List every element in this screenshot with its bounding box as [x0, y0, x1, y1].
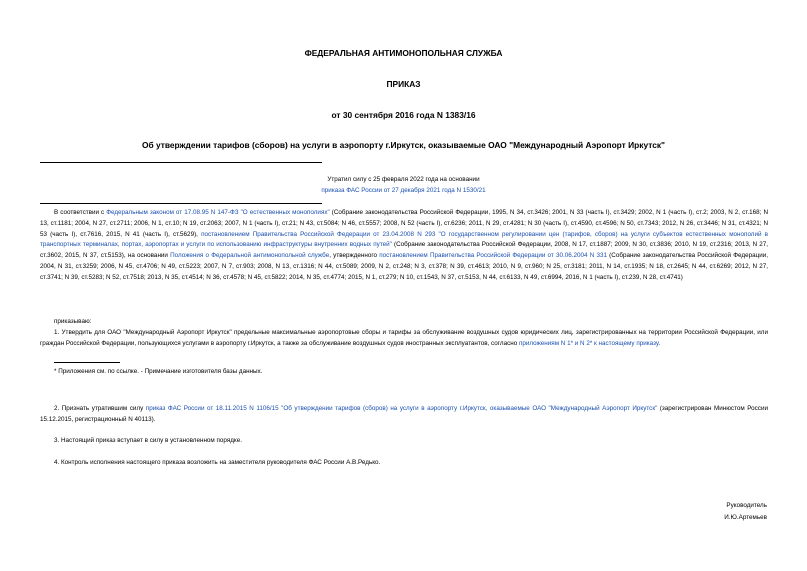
document-title: Об утверждении тарифов (сборов) на услуги в аэропорту г.Иркутск, оказываемые ОАО "Международный Аэропорт Иркутск" [141, 140, 666, 150]
lapsed-link[interactable]: приказа ФАС России от 27 декабря 2021 года N 1530/21 [321, 187, 486, 194]
footnote: * Приложения см. по ссылке. - Примечание изготовителя базы данных. [54, 368, 263, 375]
item-2-text: 2. Признать утратившим силу [54, 405, 146, 412]
signature-role: Руководитель [726, 502, 767, 509]
divider-bottom [40, 203, 322, 204]
divider-top [40, 162, 322, 163]
order-word: приказываю: [54, 318, 92, 325]
lapsed-note [0, 174, 807, 196]
item-3-paragraph: 3. Настоящий приказ вступает в силу в установленном порядке. [54, 437, 243, 444]
agency-heading: ФЕДЕРАЛЬНАЯ АНТИМОНОПОЛЬНАЯ СЛУЖБА [304, 48, 503, 58]
appendix-link[interactable]: приложениям N 1* и N 2* к настоящему приказу [518, 339, 659, 347]
fas-regulation-link[interactable]: Положения о Федеральной антимонопольной службе [170, 252, 330, 260]
item-4-paragraph: 4. Контроль исполнения настоящего приказа возложить на заместителя руководителя ФАС России А.В.Редько. [54, 459, 381, 466]
doc-type-heading: ПРИКАЗ [386, 79, 421, 89]
signature-name: И.Ю.Артемьев [724, 513, 767, 521]
preamble-text: (Собрание законодательства Российской Федерации, 2008, N 17, ст.1887; 2009, N 30, ст.3836; 2010, N 19, ст.2316; 2013, N 27, ст.3602, 2015, N 37, ст.5153), на основании [40, 241, 768, 260]
date-number-heading: от 30 сентября 2016 года N 1383/16 [331, 110, 476, 120]
preamble-text: , утвержденного [329, 252, 380, 260]
item-2-paragraph [40, 404, 768, 426]
item-2-text: (зарегистрирован Минюстом России 15.12.2015, регистрационный N 40113). [40, 405, 768, 423]
preamble-text: (Собрание законодательства Российской Федерации, 2004, N 31, ст.3259; 2006, N 45, ст.4706; N 49, ст.5223; 2007, N 7, ст.903; 2008, N 13, ст.1316; N 44, ст.5089; 2009, N 2, ст.248; N 3, ст.378; N 39, ст.4613; 2010, N 9, ст.960; N 25, ст.3181; 2011, N 14, ст.1935; N 18, ст.2645; N 44, ст.6269; 2012, N 27, ст.3741; N 39, ст.5283; N 52, ст.7518; 2013, N 35, ст.4514; N 36, ст.4578; N 45, ст.5822; 2014, N 35, ст.4774; 2015, N 1, ст.279; N 10, ст.1543, N 37, ст.5153, N 44, ст.6133, N 49, ст.6994, 2016, N 1 (часть I), ст.239, N 28, ст.4741) [40, 252, 768, 281]
preamble-text: В соответствии с [54, 209, 107, 216]
lapsed-line: Утратил силу с 25 февраля 2022 года на основании [327, 176, 480, 183]
signature-block [724, 500, 767, 523]
item-1-end: . [658, 339, 661, 347]
government-decree-293-link[interactable]: постановлением Правительства Российской Федерации от 23.04.2008 N 293 "О государственном регулировании цен (тарифов, сборов) на услуги субъектов естественных монополий в транспортных терминалах, портах, аэропортах и услуги по использованию инфраструктуры внутренних водных путей" [40, 230, 768, 249]
federal-law-link[interactable]: Федеральным законом от 17.08.95 N 147-ФЗ "О естественных монополиях" [106, 209, 330, 216]
preamble-paragraph [40, 208, 768, 284]
government-decree-331-link[interactable]: постановлением Правительства Российской Федерации от 30.06.2004 N 331 [379, 252, 607, 260]
item-1-text: 1. Утвердить для ОАО "Международный Аэропорт Иркутск" предельные максимальные аэропортовые сборы и тарифы за обслуживание воздушных судов юридических лиц, зарегистрированных на территории Российской Федерации, или граждан Российской Федерации, пользующихся услугами в аэропорту г.Иркутск, а также за обслуживание воздушных судов иностранных эксплуатантов, согласно [40, 329, 768, 347]
footnote-divider [54, 362, 120, 363]
item-1-paragraph [40, 328, 768, 350]
repealed-order-link[interactable]: приказ ФАС России от 18.11.2015 N 1106/15 "Об утверждении тарифов (сборов) на услуги в аэропорту г.Иркутск, оказываемые ОАО "Международный Аэропорт Иркутск" [145, 405, 658, 412]
preamble-text: (Собрание законодательства Российской Федерации, 1995, N 34, ст.3426; 2001, N 33 (часть I), ст.3429; 2002, N 1 (часть I), ст.2; 2003, N 2, ст.168; N 13, ст.1181; 2004, N 27, ст.2711; 2006, N 1, ст.10; N 19, ст.2063; 2007, N 1 (часть I), ст.21; N 43, ст.5084; N 46, ст.5557; 2008, N 52 (часть I), ст.6236; 2011, N 29, ст.4281; N 30 (часть I), ст.4590, ст.4596; N 50, ст.7343; 2012, N 26, ст.3446; N 31, ст.4321; N 53 (часть I), ст.7616, 2015, N 41 (часть I), ст.5629), [40, 209, 768, 238]
